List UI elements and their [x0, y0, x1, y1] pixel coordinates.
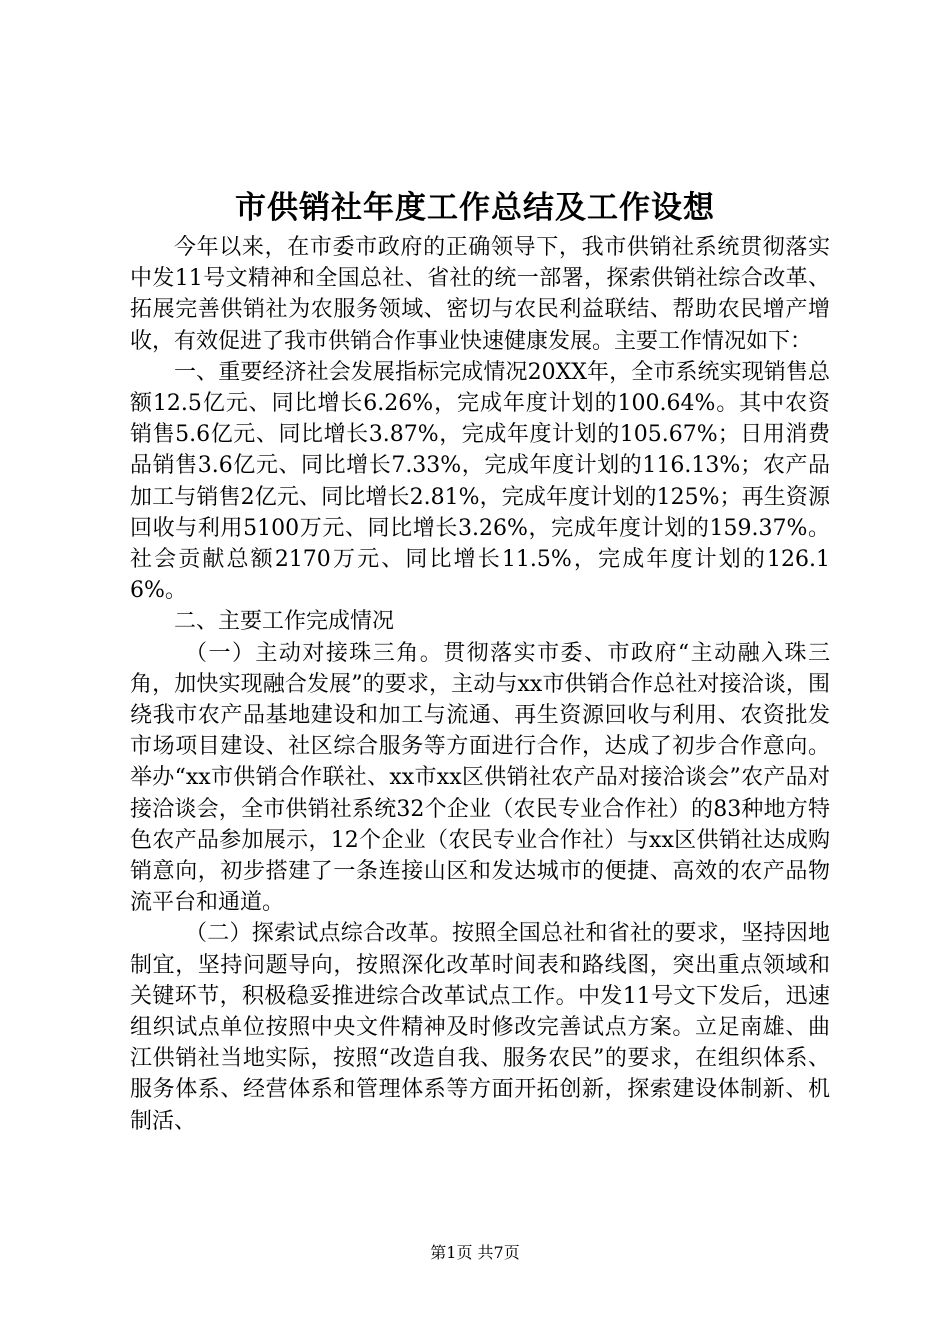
document-title: 市供销社年度工作总结及工作设想 — [235, 190, 715, 226]
document-body — [130, 232, 830, 1137]
section-heading-main-work: 二、主要工作完成情况 — [174, 609, 395, 635]
paragraph-pearl-river-delta: （一）主动对接珠三角。贯彻落实市委、市政府“主动融入珠三角，加快实现融合发展”的要求，主动与xx市供销合作总社对接洽谈，围绕我市农产品基地建设和加工与流通、再生资源回收与利用、农资批发市场项目建设、社区综合服务等方面进行合作，达成了初步合作意向。举办“xx市供销合作联社、xx市xx区供销社农产品对接洽谈会”农产品对接洽谈会，全市供销社系统32个企业（农民专业合作社）的83种地方特色农产品参加展示，12个企业（农民专业合作社）与xx区供销社达成购销意向，初步搭建了一条连接山区和发达城市的便捷、高效的农产品物流平台和通道。 — [130, 640, 830, 916]
page-number-footer: 第1页 共7页 — [430, 1243, 520, 1262]
paragraph-pilot-reform: （二）探索试点综合改革。按照全国总社和省社的要求，坚持因地制宜，坚持问题导向，按照深化改革时间表和路线图，突出重点领域和关键环节，积极稳妥推进综合改革试点工作。中发11号文下发后，迅速组织试点单位按照中央文件精神及时修改完善试点方案。立足南雄、曲江供销社当地实际，按照“改造自我、服务农民”的要求，在组织体系、服务体系、经营体系和管理体系等方面开拓创新，探索建设体制新、机制活、 — [130, 921, 830, 1134]
paragraph-intro: 今年以来，在市委市政府的正确领导下，我市供销社系统贯彻落实中发11号文精神和全国总社、省社的统一部署，探索供销社综合改革、拓展完善供销社为农服务领域、密切与农民利益联结、帮助农民增产增收，有效促进了我市供销合作事业快速健康发展。主要工作情况如下： — [130, 235, 830, 354]
paragraph-economic-indicators: 一、重要经济社会发展指标完成情况20XX年，全市系统实现销售总额12.5亿元、同比增长6.26%，完成年度计划的100.64%。其中农资销售5.6亿元、同比增长3.87%，完成年度计划的105.67%；日用消费品销售3.6亿元、同比增长7.33%，完成年度计划的116.13%；农产品加工与销售2亿元、同比增长2.81%，完成年度计划的125%；再生资源回收与利用5100万元、同比增长3.26%，完成年度计划的159.37%。社会贡献总额2170万元、同比增长11.5%，完成年度计划的126.16%。 — [130, 359, 830, 604]
